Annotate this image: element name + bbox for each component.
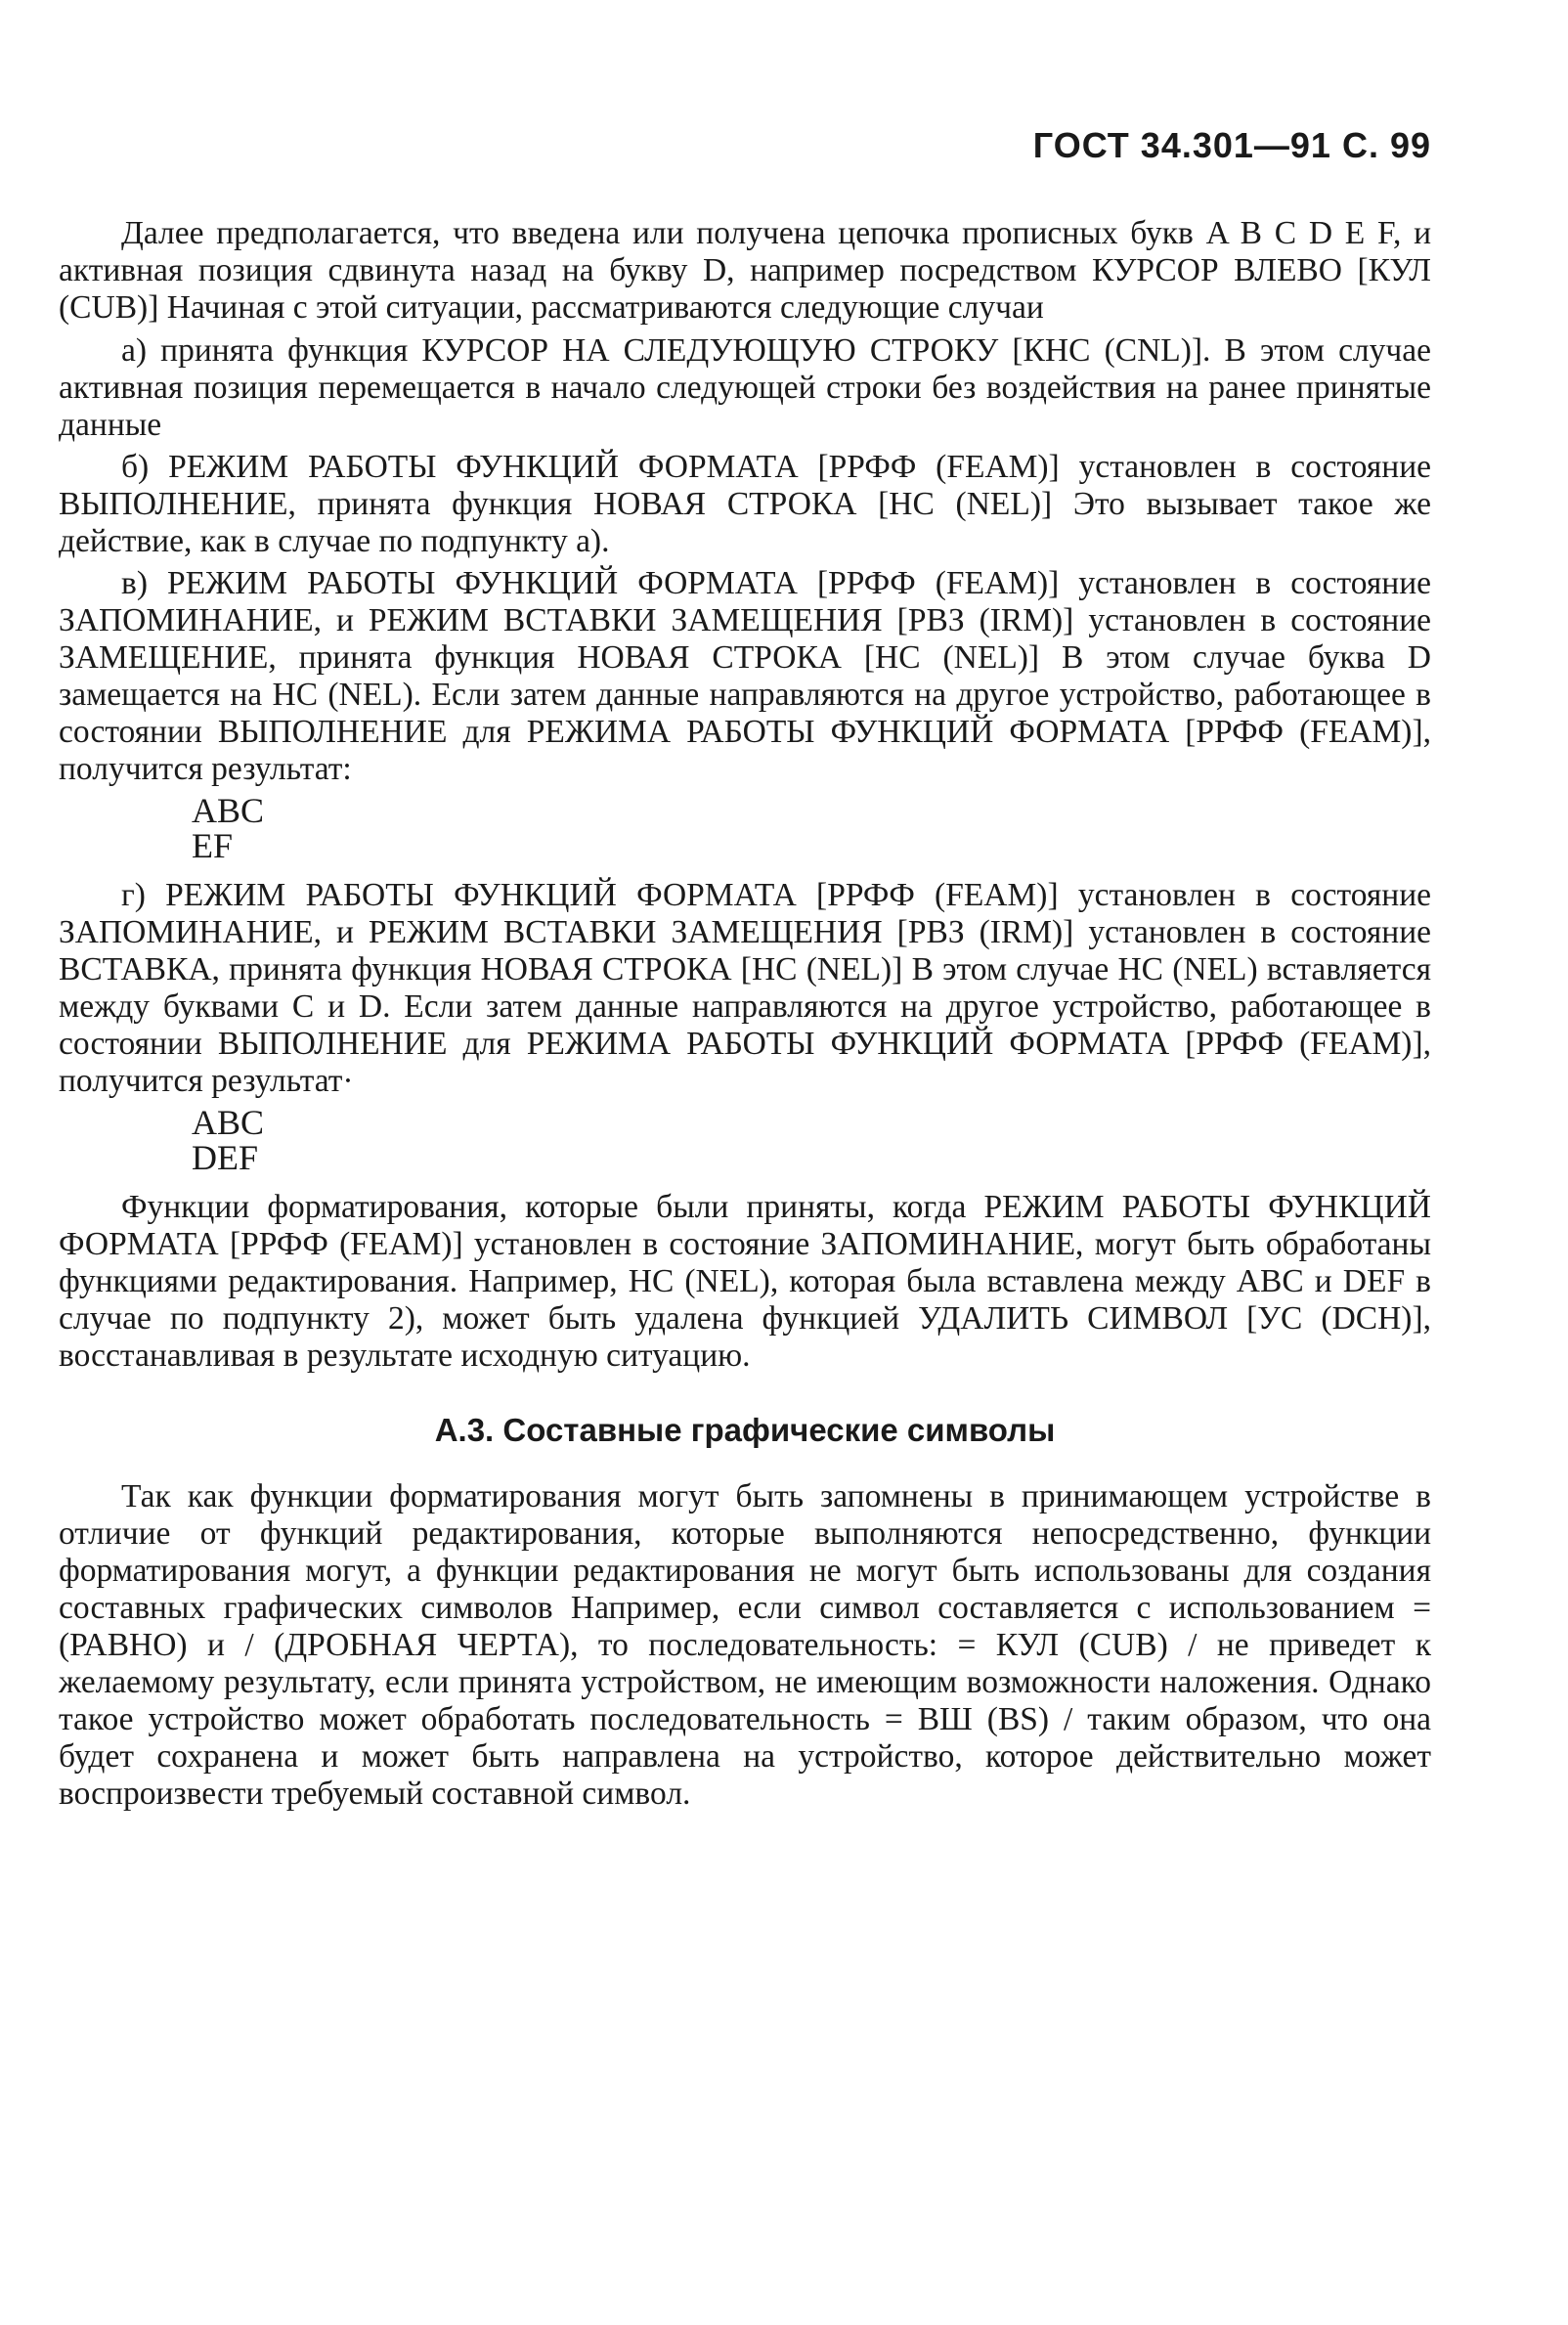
item-v-paragraph: в) РЕЖИМ РАБОТЫ ФУНКЦИЙ ФОРМАТА [РРФФ (FEAM)] установлен в состояние ЗАПОМИНАНИЕ, и РЕЖИМ ВСТАВКИ ЗАМЕЩЕНИЯ [РВЗ (IRM)] установлен в состояние ЗАМЕЩЕНИЕ, принята функция НОВАЯ СТРОКА [НС (NEL)] В этом случае буква D замещается на НС (NEL). Если затем данные направляются на другое устройство, работающее в состоянии ВЫПОЛНЕНИЕ для РЕЖИМА РАБОТЫ ФУНКЦИЙ ФОРМАТА [РРФФ (FEAM)], получится результат: (59, 565, 1431, 787)
intro-paragraph: Далее предполагается, что введена или получена цепочка прописных букв A B C D E F, и активная позиция сдвинута назад на букву D, например посредством КУРСОР ВЛЕВО [КУЛ (CUB)] Начиная с этой ситуации, рассматриваются следующие случаи (59, 215, 1431, 326)
item-b-paragraph: б) РЕЖИМ РАБОТЫ ФУНКЦИЙ ФОРМАТА [РРФФ (FEAM)] установлен в состояние ВЫПОЛНЕНИЕ, принята функция НОВАЯ СТРОКА [НС (NEL)] Это вызывает такое же действие, как в случае по подпункту а). (59, 449, 1431, 559)
result-v-line-1: ABC (192, 791, 265, 830)
result-v-block (59, 793, 1431, 863)
result-g-line-1: ABC (192, 1103, 265, 1142)
result-v-line-2: EF (192, 826, 234, 865)
page-body (59, 215, 1431, 1819)
section-paragraph: Так как функции форматирования могут быть запомнены в принимающем устройстве в отличие от функций редактирования, которые выполняются непосредственно, функции форматирования могут, а функции редактирования не могут быть использованы для создания составных графических символов Например, если символ составляется с использованием = (РАВНО) и / (ДРОБНАЯ ЧЕРТА), то последовательность: = КУЛ (CUB) / не приведет к желаемому результату, если принята устройством, не имеющим возможности наложения. Однако такое устройство может обработать последовательность = ВШ (BS) / таким образом, что она будет сохранена и может быть направлена на устройство, которое действительно может воспроизвести требуемый составной символ. (59, 1478, 1431, 1812)
result-g-block (59, 1105, 1431, 1175)
item-g-paragraph: г) РЕЖИМ РАБОТЫ ФУНКЦИЙ ФОРМАТА [РРФФ (FEAM)] установлен в состояние ЗАПОМИНАНИЕ, и РЕЖИМ ВСТАВКИ ЗАМЕЩЕНИЯ [РВЗ (IRM)] установлен в состояние ВСТАВКА, принята функция НОВАЯ СТРОКА [НС (NEL)] В этом случае НС (NEL) вставляется между буквами C и D. Если затем данные направляются на другое устройство, работающее в состоянии ВЫПОЛНЕНИЕ для РЕЖИМА РАБОТЫ ФУНКЦИЙ ФОРМАТА [РРФФ (FEAM)], получится результат· (59, 877, 1431, 1099)
section-title: А.3. Составные графические символы (434, 1412, 1056, 1448)
result-g-line-2: DEF (192, 1138, 259, 1177)
formatting-paragraph: Функции форматирования, которые были приняты, когда РЕЖИМ РАБОТЫ ФУНКЦИЙ ФОРМАТА [РРФФ (FEAM)] установлен в состояние ЗАПОМИНАНИЕ, могут быть обработаны функциями редактирования. Например, НС (NEL), которая была вставлена между ABC и DEF в случае по подпункту 2), может быть удалена функцией УДАЛИТЬ СИМВОЛ [УС (DCH)], восстанавливая в результате исходную ситуацию. (59, 1189, 1431, 1374)
page-header: ГОСТ 34.301—91 С. 99 (1032, 125, 1431, 165)
item-a-paragraph: а) принята функция КУРСОР НА СЛЕДУЮЩУЮ СТРОКУ [КНС (CNL)]. В этом случае активная позиция перемещается в начало следующей строки без воздействия на ранее принятые данные (59, 332, 1431, 443)
